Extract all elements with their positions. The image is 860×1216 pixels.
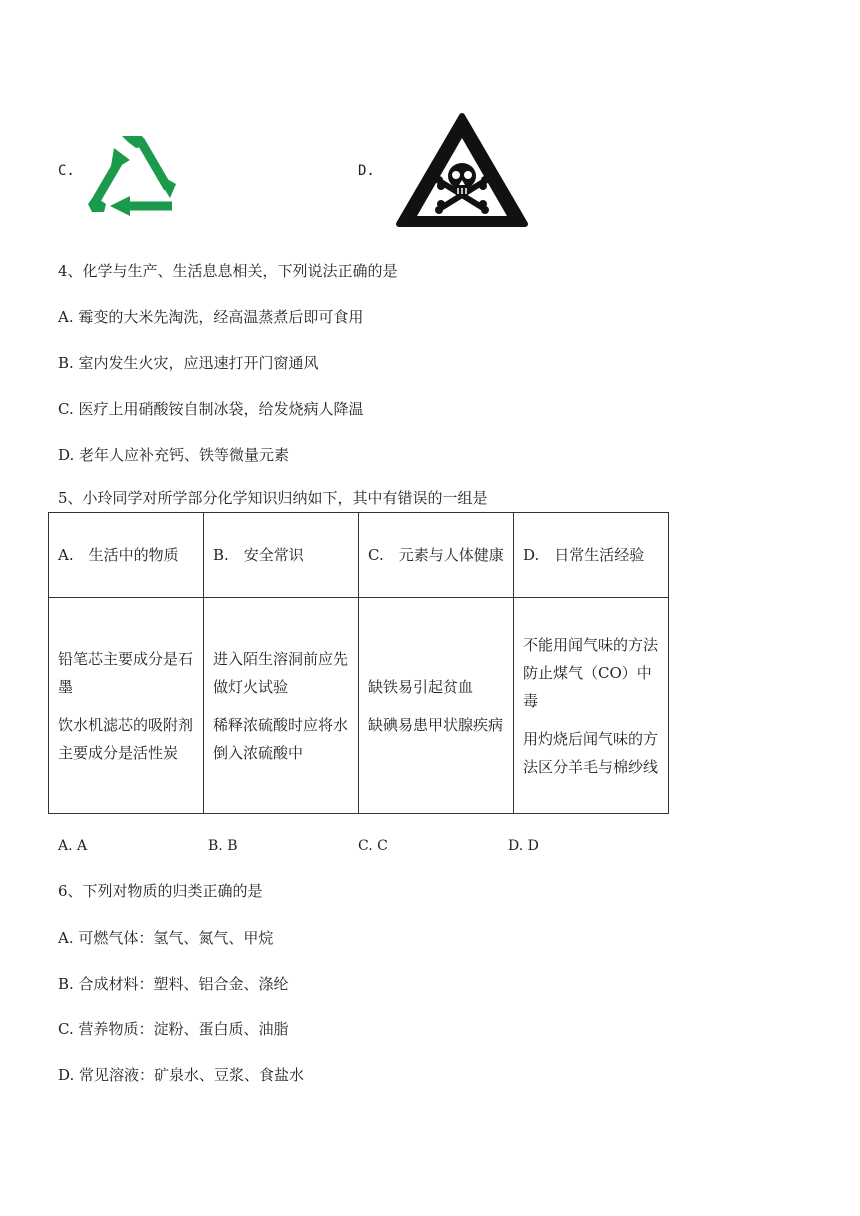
table-header-a: A. 生活中的物质 — [49, 513, 204, 598]
table-row — [49, 598, 669, 814]
table-header-d: D. 日常生活经验 — [514, 513, 669, 598]
option-c-label: C. — [58, 163, 75, 179]
table-cell-d — [514, 598, 669, 814]
cell-d-item-2: 用灼烧后闻气味的方法区分羊毛与棉纱线 — [523, 729, 659, 776]
q5-answer-b: B. B — [208, 838, 238, 854]
knowledge-table — [48, 512, 669, 814]
cell-c-item-2: 缺碘易患甲状腺疾病 — [368, 715, 504, 734]
q6-option-d: D. 常见溶液：矿泉水、豆浆、食盐水 — [58, 1066, 305, 1084]
q6-question: 6、下列对物质的归类正确的是 — [58, 882, 263, 900]
table-cell-a — [49, 598, 204, 814]
q4-option-a: A. 霉变的大米先淘洗，经高温蒸煮后即可食用 — [58, 308, 364, 326]
q4-option-c: C. 医疗上用硝酸铵自制冰袋，给发烧病人降温 — [58, 400, 364, 418]
q5-answer-c: C. C — [358, 838, 388, 854]
q4-question: 4、化学与生产、生活息息相关，下列说法正确的是 — [58, 262, 398, 280]
q5-question: 5、小玲同学对所学部分化学知识归纳如下，其中有错误的一组是 — [58, 489, 488, 507]
q6-option-a: A. 可燃气体：氢气、氮气、甲烷 — [58, 929, 274, 947]
cell-a-item-1: 铅笔芯主要成分是石墨 — [58, 649, 194, 696]
option-d-label: D. — [358, 163, 375, 179]
cell-d-item-1: 不能用闻气味的方法防止煤气（CO）中毒 — [523, 635, 659, 710]
q4-option-d: D. 老年人应补充钙、铁等微量元素 — [58, 446, 290, 464]
q5-answer-a: A. A — [58, 838, 88, 854]
q4-option-b: B. 室内发生火灾，应迅速打开门窗通风 — [58, 354, 319, 372]
recycle-icon — [84, 126, 184, 218]
cell-a-item-2: 饮水机滤芯的吸附剂主要成分是活性炭 — [58, 715, 194, 762]
cell-c-item-1: 缺铁易引起贫血 — [368, 677, 474, 696]
table-cell-b — [204, 598, 359, 814]
table-header-c: C. 元素与人体健康 — [359, 513, 514, 598]
cell-b-item-2: 稀释浓硫酸时应将水倒入浓硫酸中 — [213, 715, 349, 762]
q6-option-c: C. 营养物质：淀粉、蛋白质、油脂 — [58, 1020, 289, 1038]
cell-b-item-1: 进入陌生溶洞前应先做灯火试验 — [213, 649, 349, 696]
table-header-b: B. 安全常识 — [204, 513, 359, 598]
table-header-row — [49, 513, 669, 598]
q5-answer-d: D. D — [508, 838, 539, 854]
toxic-skull-warning-icon — [395, 112, 529, 230]
table-cell-c — [359, 598, 514, 814]
q6-option-b: B. 合成材料：塑料、铝合金、涤纶 — [58, 975, 289, 993]
